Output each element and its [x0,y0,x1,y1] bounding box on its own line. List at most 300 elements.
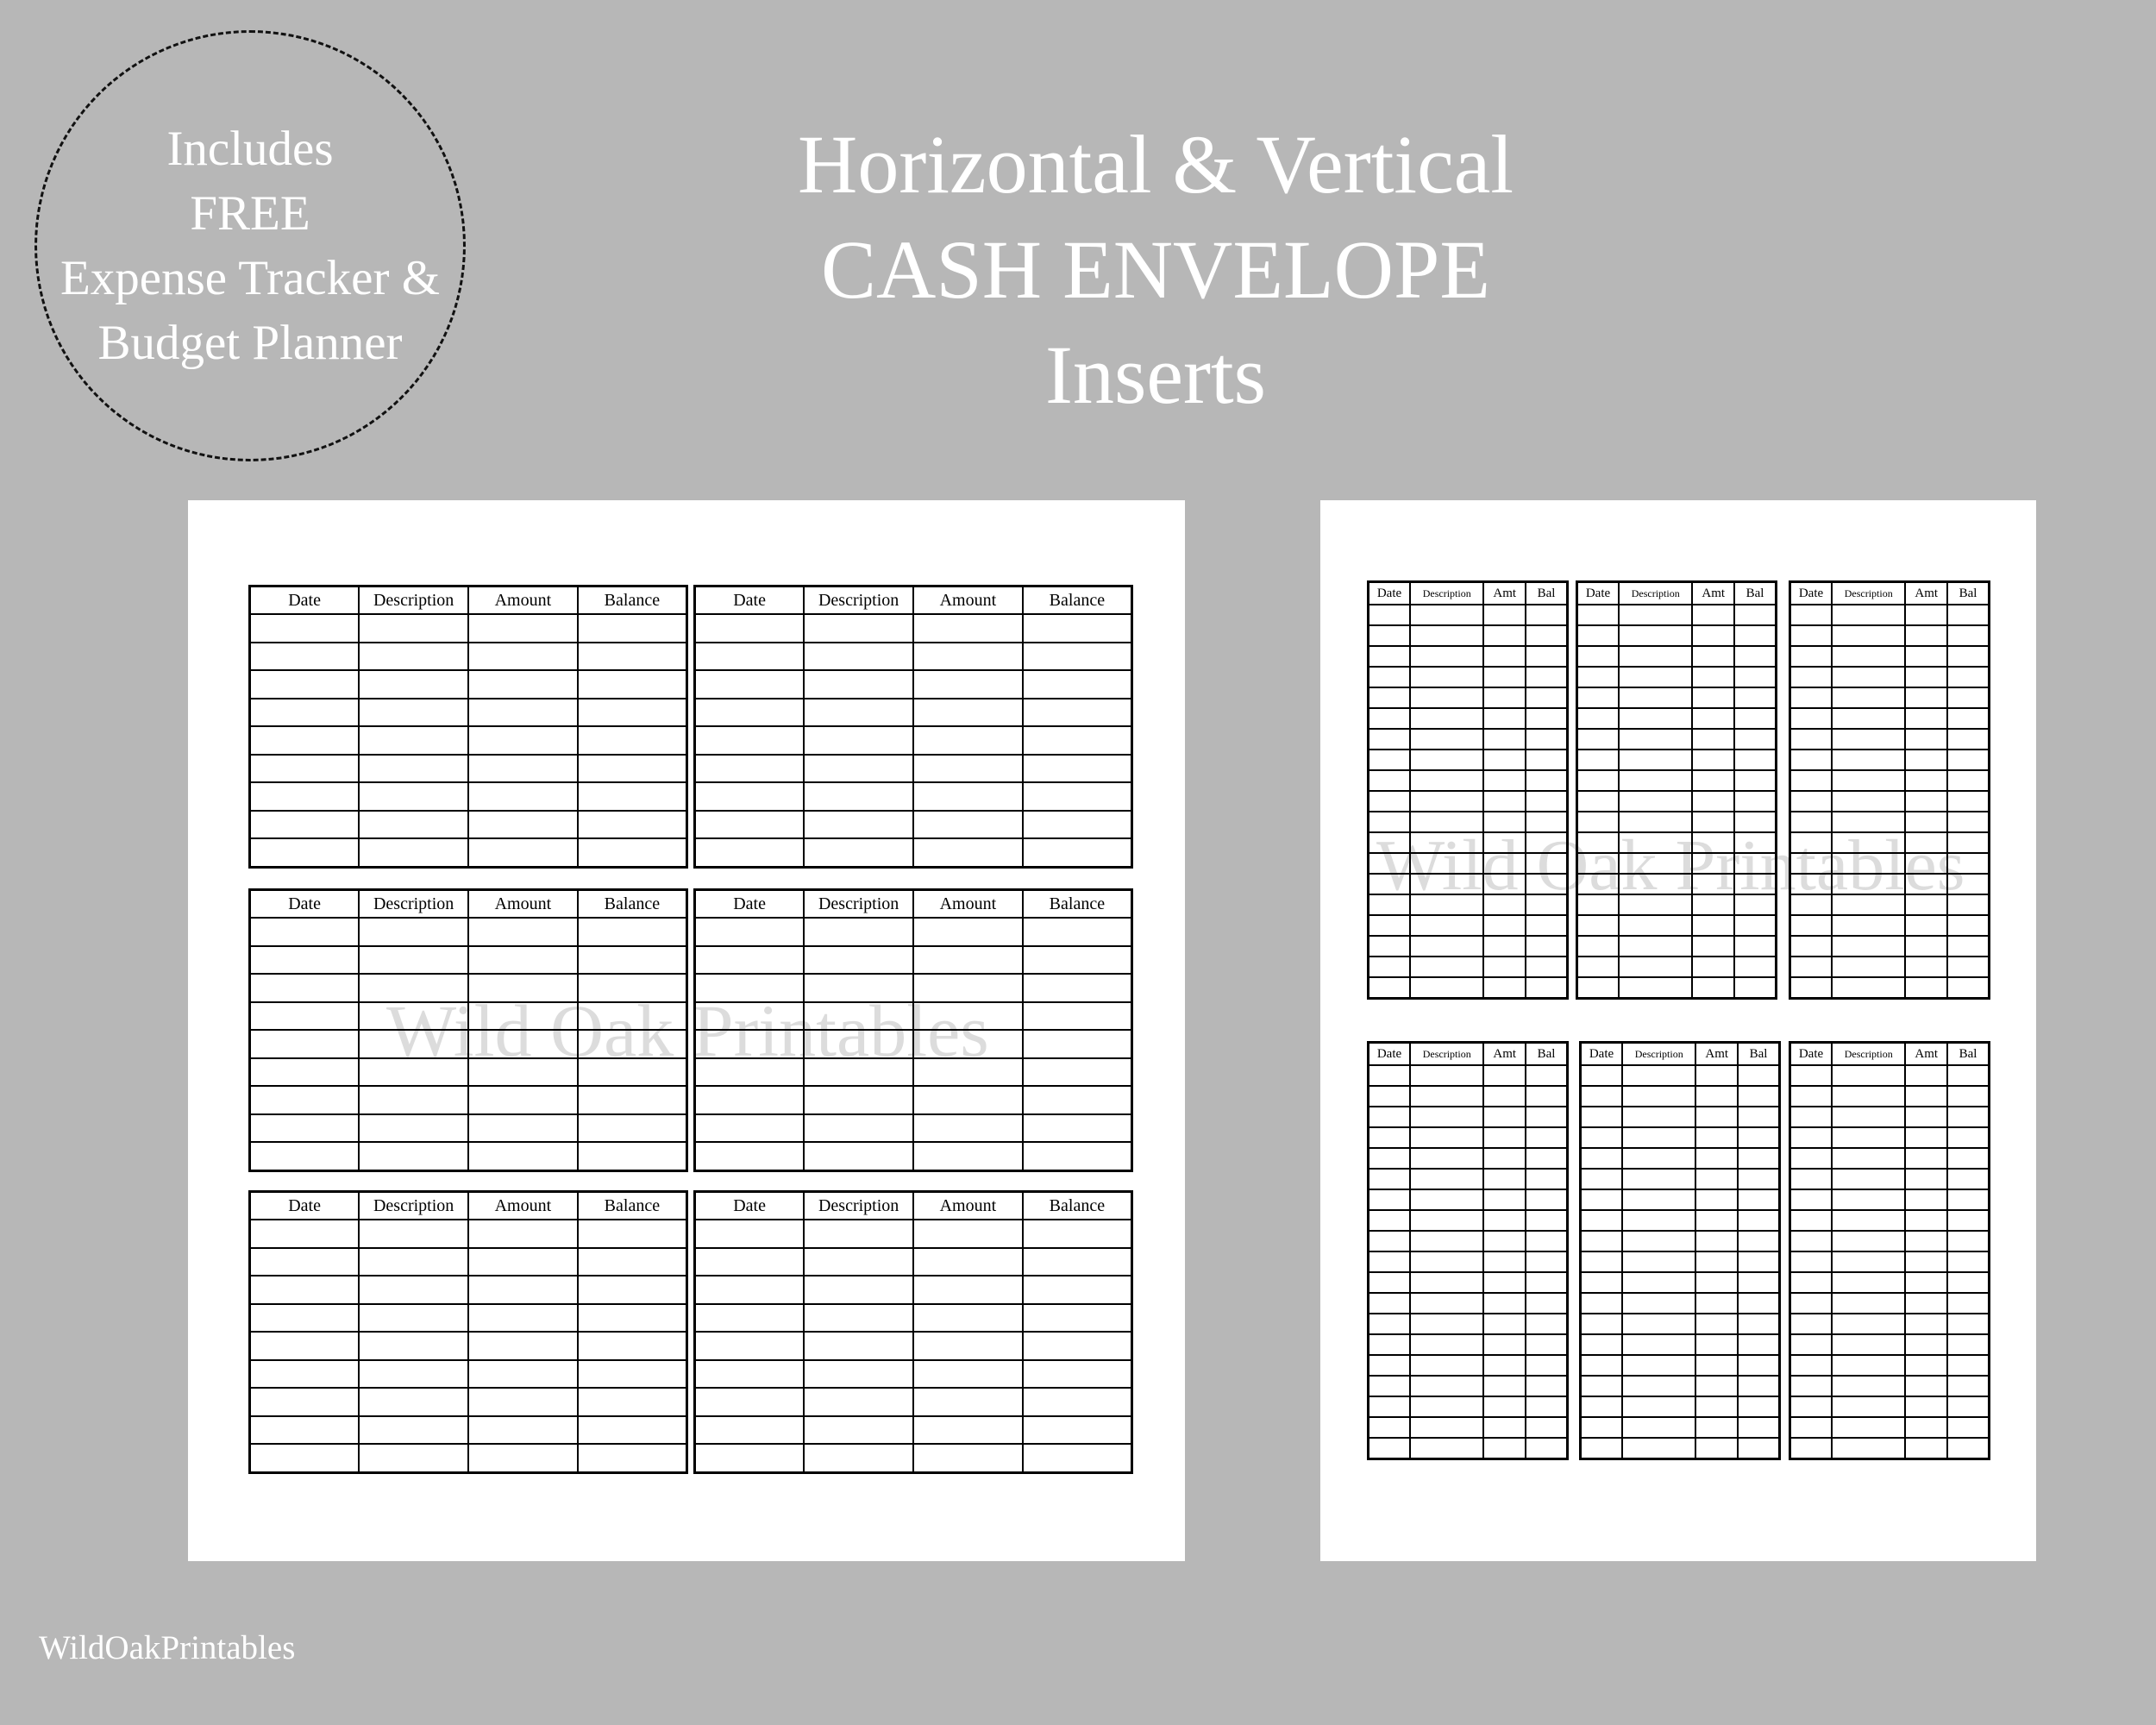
blank-cell[interactable] [804,1444,913,1472]
blank-cell[interactable] [468,726,578,755]
blank-cell[interactable] [1734,646,1777,667]
blank-cell[interactable] [1832,1148,1905,1169]
blank-cell[interactable] [1526,957,1568,977]
blank-cell[interactable] [913,1142,1023,1170]
blank-cell[interactable] [1695,1438,1738,1459]
blank-cell[interactable] [1622,1272,1695,1293]
blank-cell[interactable] [1947,1210,1990,1231]
blank-cell[interactable] [1738,1396,1780,1417]
blank-cell[interactable] [1790,1169,1833,1189]
blank-cell[interactable] [250,918,360,946]
blank-cell[interactable] [913,1332,1023,1360]
blank-cell[interactable] [468,1030,578,1058]
blank-cell[interactable] [1023,1276,1132,1304]
blank-cell[interactable] [578,643,687,671]
blank-cell[interactable] [1410,874,1483,894]
blank-cell[interactable] [1410,1251,1483,1272]
blank-cell[interactable] [1577,915,1620,936]
blank-cell[interactable] [1832,1251,1905,1272]
blank-cell[interactable] [1622,1314,1695,1334]
blank-cell[interactable] [1947,1438,1990,1459]
blank-cell[interactable] [804,1332,913,1360]
blank-cell[interactable] [1692,625,1734,646]
blank-cell[interactable] [1577,936,1620,957]
blank-cell[interactable] [804,1030,913,1058]
blank-cell[interactable] [804,1360,913,1389]
blank-cell[interactable] [695,782,805,811]
blank-cell[interactable] [468,1220,578,1248]
blank-cell[interactable] [1734,957,1777,977]
blank-cell[interactable] [250,614,360,643]
blank-cell[interactable] [1410,1127,1483,1148]
blank-cell[interactable] [1734,729,1777,750]
blank-cell[interactable] [1369,874,1411,894]
blank-cell[interactable] [913,1058,1023,1087]
blank-cell[interactable] [1410,1189,1483,1210]
blank-cell[interactable] [1526,646,1568,667]
blank-cell[interactable] [804,1086,913,1114]
blank-cell[interactable] [1738,1107,1780,1127]
blank-cell[interactable] [1832,1107,1905,1127]
blank-cell[interactable] [1410,957,1483,977]
blank-cell[interactable] [1369,977,1411,999]
blank-cell[interactable] [913,1086,1023,1114]
blank-cell[interactable] [1622,1396,1695,1417]
blank-cell[interactable] [250,1416,360,1445]
blank-cell[interactable] [1526,853,1568,874]
blank-cell[interactable] [1692,936,1734,957]
blank-cell[interactable] [1483,625,1526,646]
blank-cell[interactable] [1738,1148,1780,1169]
blank-cell[interactable] [1526,1438,1568,1459]
blank-cell[interactable] [250,946,360,975]
blank-cell[interactable] [1790,1438,1833,1459]
blank-cell[interactable] [578,1332,687,1360]
blank-cell[interactable] [250,699,360,727]
blank-cell[interactable] [1577,625,1620,646]
blank-cell[interactable] [1695,1293,1738,1314]
blank-cell[interactable] [1526,1293,1568,1314]
blank-cell[interactable] [1734,625,1777,646]
blank-cell[interactable] [1695,1107,1738,1127]
blank-cell[interactable] [1832,708,1905,729]
blank-cell[interactable] [1695,1148,1738,1169]
blank-cell[interactable] [1695,1334,1738,1355]
blank-cell[interactable] [1905,1417,1947,1438]
blank-cell[interactable] [913,1416,1023,1445]
blank-cell[interactable] [804,1220,913,1248]
blank-cell[interactable] [1369,1417,1411,1438]
blank-cell[interactable] [1790,1148,1833,1169]
blank-cell[interactable] [1410,936,1483,957]
blank-cell[interactable] [1692,853,1734,874]
blank-cell[interactable] [359,670,468,699]
blank-cell[interactable] [1738,1376,1780,1396]
blank-cell[interactable] [1526,1376,1568,1396]
blank-cell[interactable] [1905,1127,1947,1148]
blank-cell[interactable] [1832,1127,1905,1148]
blank-cell[interactable] [1483,750,1526,770]
blank-cell[interactable] [1947,646,1990,667]
blank-cell[interactable] [804,1304,913,1333]
blank-cell[interactable] [1790,729,1833,750]
blank-cell[interactable] [578,974,687,1002]
blank-cell[interactable] [804,918,913,946]
blank-cell[interactable] [1483,708,1526,729]
blank-cell[interactable] [1695,1314,1738,1334]
blank-cell[interactable] [1619,625,1692,646]
blank-cell[interactable] [1790,687,1833,708]
blank-cell[interactable] [695,1416,805,1445]
blank-cell[interactable] [1695,1189,1738,1210]
blank-cell[interactable] [1526,1231,1568,1251]
blank-cell[interactable] [1790,1189,1833,1210]
blank-cell[interactable] [1619,874,1692,894]
blank-cell[interactable] [1410,1293,1483,1314]
blank-cell[interactable] [1369,750,1411,770]
blank-cell[interactable] [695,811,805,839]
blank-cell[interactable] [1483,832,1526,853]
blank-cell[interactable] [1581,1231,1623,1251]
blank-cell[interactable] [1695,1127,1738,1148]
blank-cell[interactable] [1483,667,1526,687]
blank-cell[interactable] [1947,1065,1990,1086]
blank-cell[interactable] [1577,812,1620,832]
blank-cell[interactable] [1483,1251,1526,1272]
blank-cell[interactable] [1695,1210,1738,1231]
blank-cell[interactable] [913,643,1023,671]
blank-cell[interactable] [1734,936,1777,957]
blank-cell[interactable] [1369,667,1411,687]
blank-cell[interactable] [468,946,578,975]
blank-cell[interactable] [578,811,687,839]
blank-cell[interactable] [1622,1417,1695,1438]
blank-cell[interactable] [1947,1396,1990,1417]
blank-cell[interactable] [1738,1231,1780,1251]
blank-cell[interactable] [578,1220,687,1248]
blank-cell[interactable] [468,1304,578,1333]
blank-cell[interactable] [913,699,1023,727]
blank-cell[interactable] [1410,1148,1483,1169]
blank-cell[interactable] [1790,853,1833,874]
blank-cell[interactable] [359,1142,468,1170]
blank-cell[interactable] [1619,605,1692,625]
blank-cell[interactable] [1790,832,1833,853]
blank-cell[interactable] [1369,936,1411,957]
blank-cell[interactable] [1619,708,1692,729]
blank-cell[interactable] [1692,750,1734,770]
blank-cell[interactable] [250,755,360,783]
blank-cell[interactable] [1695,1272,1738,1293]
blank-cell[interactable] [695,1388,805,1416]
blank-cell[interactable] [1905,1210,1947,1231]
blank-cell[interactable] [1738,1189,1780,1210]
blank-cell[interactable] [1947,957,1990,977]
blank-cell[interactable] [1695,1065,1738,1086]
blank-cell[interactable] [1790,1127,1833,1148]
blank-cell[interactable] [1947,1189,1990,1210]
blank-cell[interactable] [250,974,360,1002]
blank-cell[interactable] [1369,646,1411,667]
blank-cell[interactable] [1410,1065,1483,1086]
blank-cell[interactable] [1023,1114,1132,1143]
blank-cell[interactable] [359,1002,468,1031]
blank-cell[interactable] [1622,1065,1695,1086]
blank-cell[interactable] [1483,1396,1526,1417]
blank-cell[interactable] [1622,1376,1695,1396]
blank-cell[interactable] [1023,838,1132,867]
blank-cell[interactable] [1790,1231,1833,1251]
blank-cell[interactable] [1905,1272,1947,1293]
blank-cell[interactable] [468,614,578,643]
blank-cell[interactable] [1581,1334,1623,1355]
blank-cell[interactable] [1526,1107,1568,1127]
blank-cell[interactable] [1410,1210,1483,1231]
blank-cell[interactable] [1692,915,1734,936]
blank-cell[interactable] [468,755,578,783]
blank-cell[interactable] [1577,708,1620,729]
blank-cell[interactable] [1410,729,1483,750]
blank-cell[interactable] [250,811,360,839]
blank-cell[interactable] [1023,755,1132,783]
blank-cell[interactable] [1619,770,1692,791]
blank-cell[interactable] [1947,1376,1990,1396]
blank-cell[interactable] [1734,750,1777,770]
blank-cell[interactable] [1369,915,1411,936]
blank-cell[interactable] [1692,832,1734,853]
blank-cell[interactable] [1483,1127,1526,1148]
blank-cell[interactable] [1905,1107,1947,1127]
blank-cell[interactable] [1577,791,1620,812]
blank-cell[interactable] [804,699,913,727]
blank-cell[interactable] [578,1002,687,1031]
blank-cell[interactable] [804,755,913,783]
blank-cell[interactable] [1369,1231,1411,1251]
blank-cell[interactable] [1734,687,1777,708]
blank-cell[interactable] [1526,1314,1568,1334]
blank-cell[interactable] [1526,605,1568,625]
blank-cell[interactable] [1832,1169,1905,1189]
blank-cell[interactable] [695,1114,805,1143]
blank-cell[interactable] [1734,915,1777,936]
blank-cell[interactable] [1577,605,1620,625]
blank-cell[interactable] [1832,605,1905,625]
blank-cell[interactable] [359,974,468,1002]
blank-cell[interactable] [1483,1314,1526,1334]
blank-cell[interactable] [1483,646,1526,667]
blank-cell[interactable] [1410,1438,1483,1459]
blank-cell[interactable] [1483,1231,1526,1251]
blank-cell[interactable] [1369,1127,1411,1148]
blank-cell[interactable] [1832,1314,1905,1334]
blank-cell[interactable] [359,838,468,867]
blank-cell[interactable] [1790,1086,1833,1107]
blank-cell[interactable] [695,1220,805,1248]
blank-cell[interactable] [1410,1169,1483,1189]
blank-cell[interactable] [1410,605,1483,625]
blank-cell[interactable] [1790,1314,1833,1334]
blank-cell[interactable] [1832,853,1905,874]
blank-cell[interactable] [359,1276,468,1304]
blank-cell[interactable] [250,1220,360,1248]
blank-cell[interactable] [1790,1107,1833,1127]
blank-cell[interactable] [578,1304,687,1333]
blank-cell[interactable] [1410,1396,1483,1417]
blank-cell[interactable] [1905,915,1947,936]
blank-cell[interactable] [250,1360,360,1389]
blank-cell[interactable] [1410,832,1483,853]
blank-cell[interactable] [1622,1334,1695,1355]
blank-cell[interactable] [1738,1065,1780,1086]
blank-cell[interactable] [1369,1314,1411,1334]
blank-cell[interactable] [359,1360,468,1389]
blank-cell[interactable] [1526,667,1568,687]
blank-cell[interactable] [1738,1210,1780,1231]
blank-cell[interactable] [1738,1251,1780,1272]
blank-cell[interactable] [1577,977,1620,999]
blank-cell[interactable] [1832,936,1905,957]
blank-cell[interactable] [1369,791,1411,812]
blank-cell[interactable] [1734,791,1777,812]
blank-cell[interactable] [1905,832,1947,853]
blank-cell[interactable] [695,643,805,671]
blank-cell[interactable] [695,1248,805,1276]
blank-cell[interactable] [468,1002,578,1031]
blank-cell[interactable] [1483,687,1526,708]
blank-cell[interactable] [1483,1189,1526,1210]
blank-cell[interactable] [1410,791,1483,812]
blank-cell[interactable] [1832,977,1905,999]
blank-cell[interactable] [1483,915,1526,936]
blank-cell[interactable] [1832,1334,1905,1355]
blank-cell[interactable] [1947,1127,1990,1148]
blank-cell[interactable] [1023,1388,1132,1416]
blank-cell[interactable] [359,643,468,671]
blank-cell[interactable] [1023,614,1132,643]
blank-cell[interactable] [1692,957,1734,977]
blank-cell[interactable] [1410,1231,1483,1251]
blank-cell[interactable] [1619,687,1692,708]
blank-cell[interactable] [1577,770,1620,791]
blank-cell[interactable] [1526,1396,1568,1417]
blank-cell[interactable] [1410,812,1483,832]
blank-cell[interactable] [1738,1127,1780,1148]
blank-cell[interactable] [695,726,805,755]
blank-cell[interactable] [1790,1272,1833,1293]
blank-cell[interactable] [1947,1314,1990,1334]
blank-cell[interactable] [1734,832,1777,853]
blank-cell[interactable] [1905,770,1947,791]
blank-cell[interactable] [1526,708,1568,729]
blank-cell[interactable] [1369,894,1411,915]
blank-cell[interactable] [359,726,468,755]
blank-cell[interactable] [1526,977,1568,999]
blank-cell[interactable] [1622,1210,1695,1231]
blank-cell[interactable] [468,918,578,946]
blank-cell[interactable] [1410,1314,1483,1334]
blank-cell[interactable] [578,1444,687,1472]
blank-cell[interactable] [1369,1334,1411,1355]
blank-cell[interactable] [359,1248,468,1276]
blank-cell[interactable] [1734,667,1777,687]
blank-cell[interactable] [1483,1293,1526,1314]
blank-cell[interactable] [1947,770,1990,791]
blank-cell[interactable] [468,1416,578,1445]
blank-cell[interactable] [1410,708,1483,729]
blank-cell[interactable] [1410,667,1483,687]
blank-cell[interactable] [1790,708,1833,729]
blank-cell[interactable] [250,726,360,755]
blank-cell[interactable] [695,1444,805,1472]
blank-cell[interactable] [1581,1065,1623,1086]
blank-cell[interactable] [1023,1086,1132,1114]
blank-cell[interactable] [913,1220,1023,1248]
blank-cell[interactable] [1369,1355,1411,1376]
blank-cell[interactable] [1619,729,1692,750]
blank-cell[interactable] [1692,729,1734,750]
blank-cell[interactable] [1692,605,1734,625]
blank-cell[interactable] [1581,1148,1623,1169]
blank-cell[interactable] [1692,687,1734,708]
blank-cell[interactable] [250,782,360,811]
blank-cell[interactable] [1905,708,1947,729]
blank-cell[interactable] [1905,1438,1947,1459]
blank-cell[interactable] [1526,750,1568,770]
blank-cell[interactable] [1947,936,1990,957]
blank-cell[interactable] [1905,667,1947,687]
blank-cell[interactable] [1832,1293,1905,1314]
blank-cell[interactable] [1832,750,1905,770]
blank-cell[interactable] [1483,729,1526,750]
blank-cell[interactable] [1622,1086,1695,1107]
blank-cell[interactable] [1619,853,1692,874]
blank-cell[interactable] [1483,1107,1526,1127]
blank-cell[interactable] [1619,977,1692,999]
blank-cell[interactable] [1526,1210,1568,1231]
blank-cell[interactable] [804,1114,913,1143]
blank-cell[interactable] [1790,894,1833,915]
blank-cell[interactable] [1905,874,1947,894]
blank-cell[interactable] [1734,770,1777,791]
blank-cell[interactable] [804,838,913,867]
blank-cell[interactable] [1023,670,1132,699]
blank-cell[interactable] [1483,770,1526,791]
blank-cell[interactable] [359,1220,468,1248]
blank-cell[interactable] [1619,646,1692,667]
blank-cell[interactable] [1023,699,1132,727]
blank-cell[interactable] [913,946,1023,975]
blank-cell[interactable] [913,1114,1023,1143]
blank-cell[interactable] [913,782,1023,811]
blank-cell[interactable] [913,1002,1023,1031]
blank-cell[interactable] [1947,791,1990,812]
blank-cell[interactable] [1526,770,1568,791]
blank-cell[interactable] [913,1360,1023,1389]
blank-cell[interactable] [1622,1251,1695,1272]
blank-cell[interactable] [804,670,913,699]
blank-cell[interactable] [1905,977,1947,999]
blank-cell[interactable] [1581,1127,1623,1148]
blank-cell[interactable] [695,838,805,867]
blank-cell[interactable] [695,1304,805,1333]
blank-cell[interactable] [1832,1438,1905,1459]
blank-cell[interactable] [250,838,360,867]
blank-cell[interactable] [1790,915,1833,936]
blank-cell[interactable] [578,918,687,946]
blank-cell[interactable] [1832,1065,1905,1086]
blank-cell[interactable] [804,811,913,839]
blank-cell[interactable] [359,1058,468,1087]
